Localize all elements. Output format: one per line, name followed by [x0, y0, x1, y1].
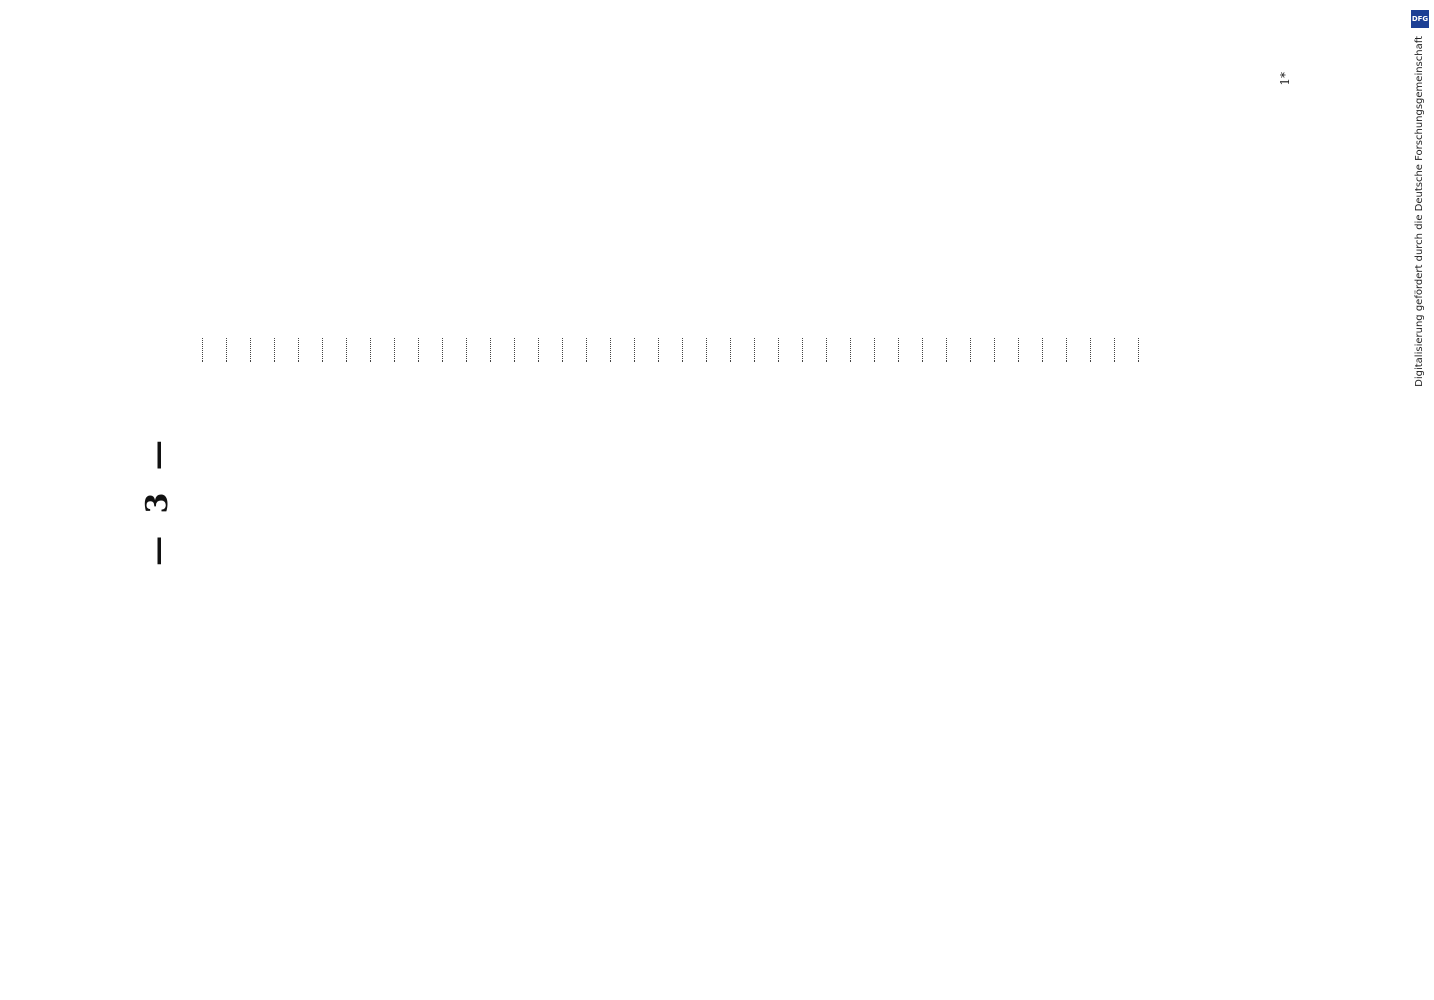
index-entry: [586, 32, 610, 968]
leader-dots: [778, 338, 779, 362]
leader-dots: [346, 338, 347, 362]
index-entry: [1042, 32, 1066, 968]
leader-dots: [634, 338, 635, 362]
leader-dots: [1090, 338, 1091, 362]
leader-dots: [1018, 338, 1019, 362]
index-entry: [346, 32, 370, 968]
leader-dots: [658, 338, 659, 362]
leader-dots: [730, 338, 731, 362]
index-entry: [370, 32, 394, 968]
leader-dots: [922, 338, 923, 362]
index-entry: [394, 32, 418, 968]
index-entry: [1018, 32, 1042, 968]
leader-dots: [898, 338, 899, 362]
leader-dots: [202, 338, 203, 362]
index-entry: [562, 32, 586, 968]
index-entry: [658, 32, 682, 968]
index-entry: [1066, 32, 1090, 968]
leader-dots: [490, 338, 491, 362]
digitization-credit-strip: [1408, 6, 1432, 406]
leader-dots: [826, 338, 827, 362]
leader-dots: [274, 338, 275, 362]
index-entry: [490, 32, 514, 968]
leader-dots: [946, 338, 947, 362]
index-entry: [994, 32, 1018, 968]
index-entry: [826, 32, 850, 968]
leader-dots: [970, 338, 971, 362]
leader-dots: [394, 338, 395, 362]
index-entry: [610, 32, 634, 968]
leader-dots: [850, 338, 851, 362]
leader-dots: [610, 338, 611, 362]
leader-dots: [442, 338, 443, 362]
leader-dots: [250, 338, 251, 362]
index-entry: [898, 32, 922, 968]
leader-dots: [1042, 338, 1043, 362]
index-entry: [202, 32, 226, 968]
dfg-logo: DFG: [1411, 10, 1429, 28]
index-entry: [802, 32, 826, 968]
index-entry: [730, 32, 754, 968]
signature-mark: 1*: [1278, 72, 1292, 86]
index-entry: [298, 32, 322, 968]
index-entry: [226, 32, 250, 968]
leader-dots: [1138, 338, 1139, 362]
leader-dots: [1114, 338, 1115, 362]
index-entries: [202, 32, 1272, 968]
leader-dots: [466, 338, 467, 362]
leader-dots: [322, 338, 323, 362]
index-entry: [946, 32, 970, 968]
index-entry: [778, 32, 802, 968]
index-entry: [1090, 32, 1114, 968]
index-entry: [682, 32, 706, 968]
index-entry: [874, 32, 898, 968]
index-entry: [754, 32, 778, 968]
index-entry: [706, 32, 730, 968]
leader-dots: [586, 338, 587, 362]
index-entry: [538, 32, 562, 968]
leader-dots: [754, 338, 755, 362]
index-entry: [418, 32, 442, 968]
leader-dots: [226, 338, 227, 362]
index-entry: [1114, 32, 1138, 968]
leader-dots: [562, 338, 563, 362]
leader-dots: [1066, 338, 1067, 362]
index-entry: [322, 32, 346, 968]
page-number: — 3 —: [140, 434, 175, 566]
index-entry: [634, 32, 658, 968]
index-entry: [970, 32, 994, 968]
index-entry: [442, 32, 466, 968]
index-entry: [250, 32, 274, 968]
leader-dots: [706, 338, 707, 362]
digitization-credit-text: Digitalisierung gefördert durch die Deutsche Forschungsgemeinschaft: [1414, 36, 1425, 387]
index-entry: [850, 32, 874, 968]
leader-dots: [682, 338, 683, 362]
leader-dots: [514, 338, 515, 362]
index-entry: [466, 32, 490, 968]
index-entry: [922, 32, 946, 968]
leader-dots: [994, 338, 995, 362]
rotated-page: [82, 12, 1302, 988]
index-entry: [1138, 32, 1162, 968]
leader-dots: [370, 338, 371, 362]
leader-dots: [802, 338, 803, 362]
index-entry: [274, 32, 298, 968]
leader-dots: [418, 338, 419, 362]
leader-dots: [874, 338, 875, 362]
leader-dots: [538, 338, 539, 362]
index-entry: [514, 32, 538, 968]
leader-dots: [298, 338, 299, 362]
